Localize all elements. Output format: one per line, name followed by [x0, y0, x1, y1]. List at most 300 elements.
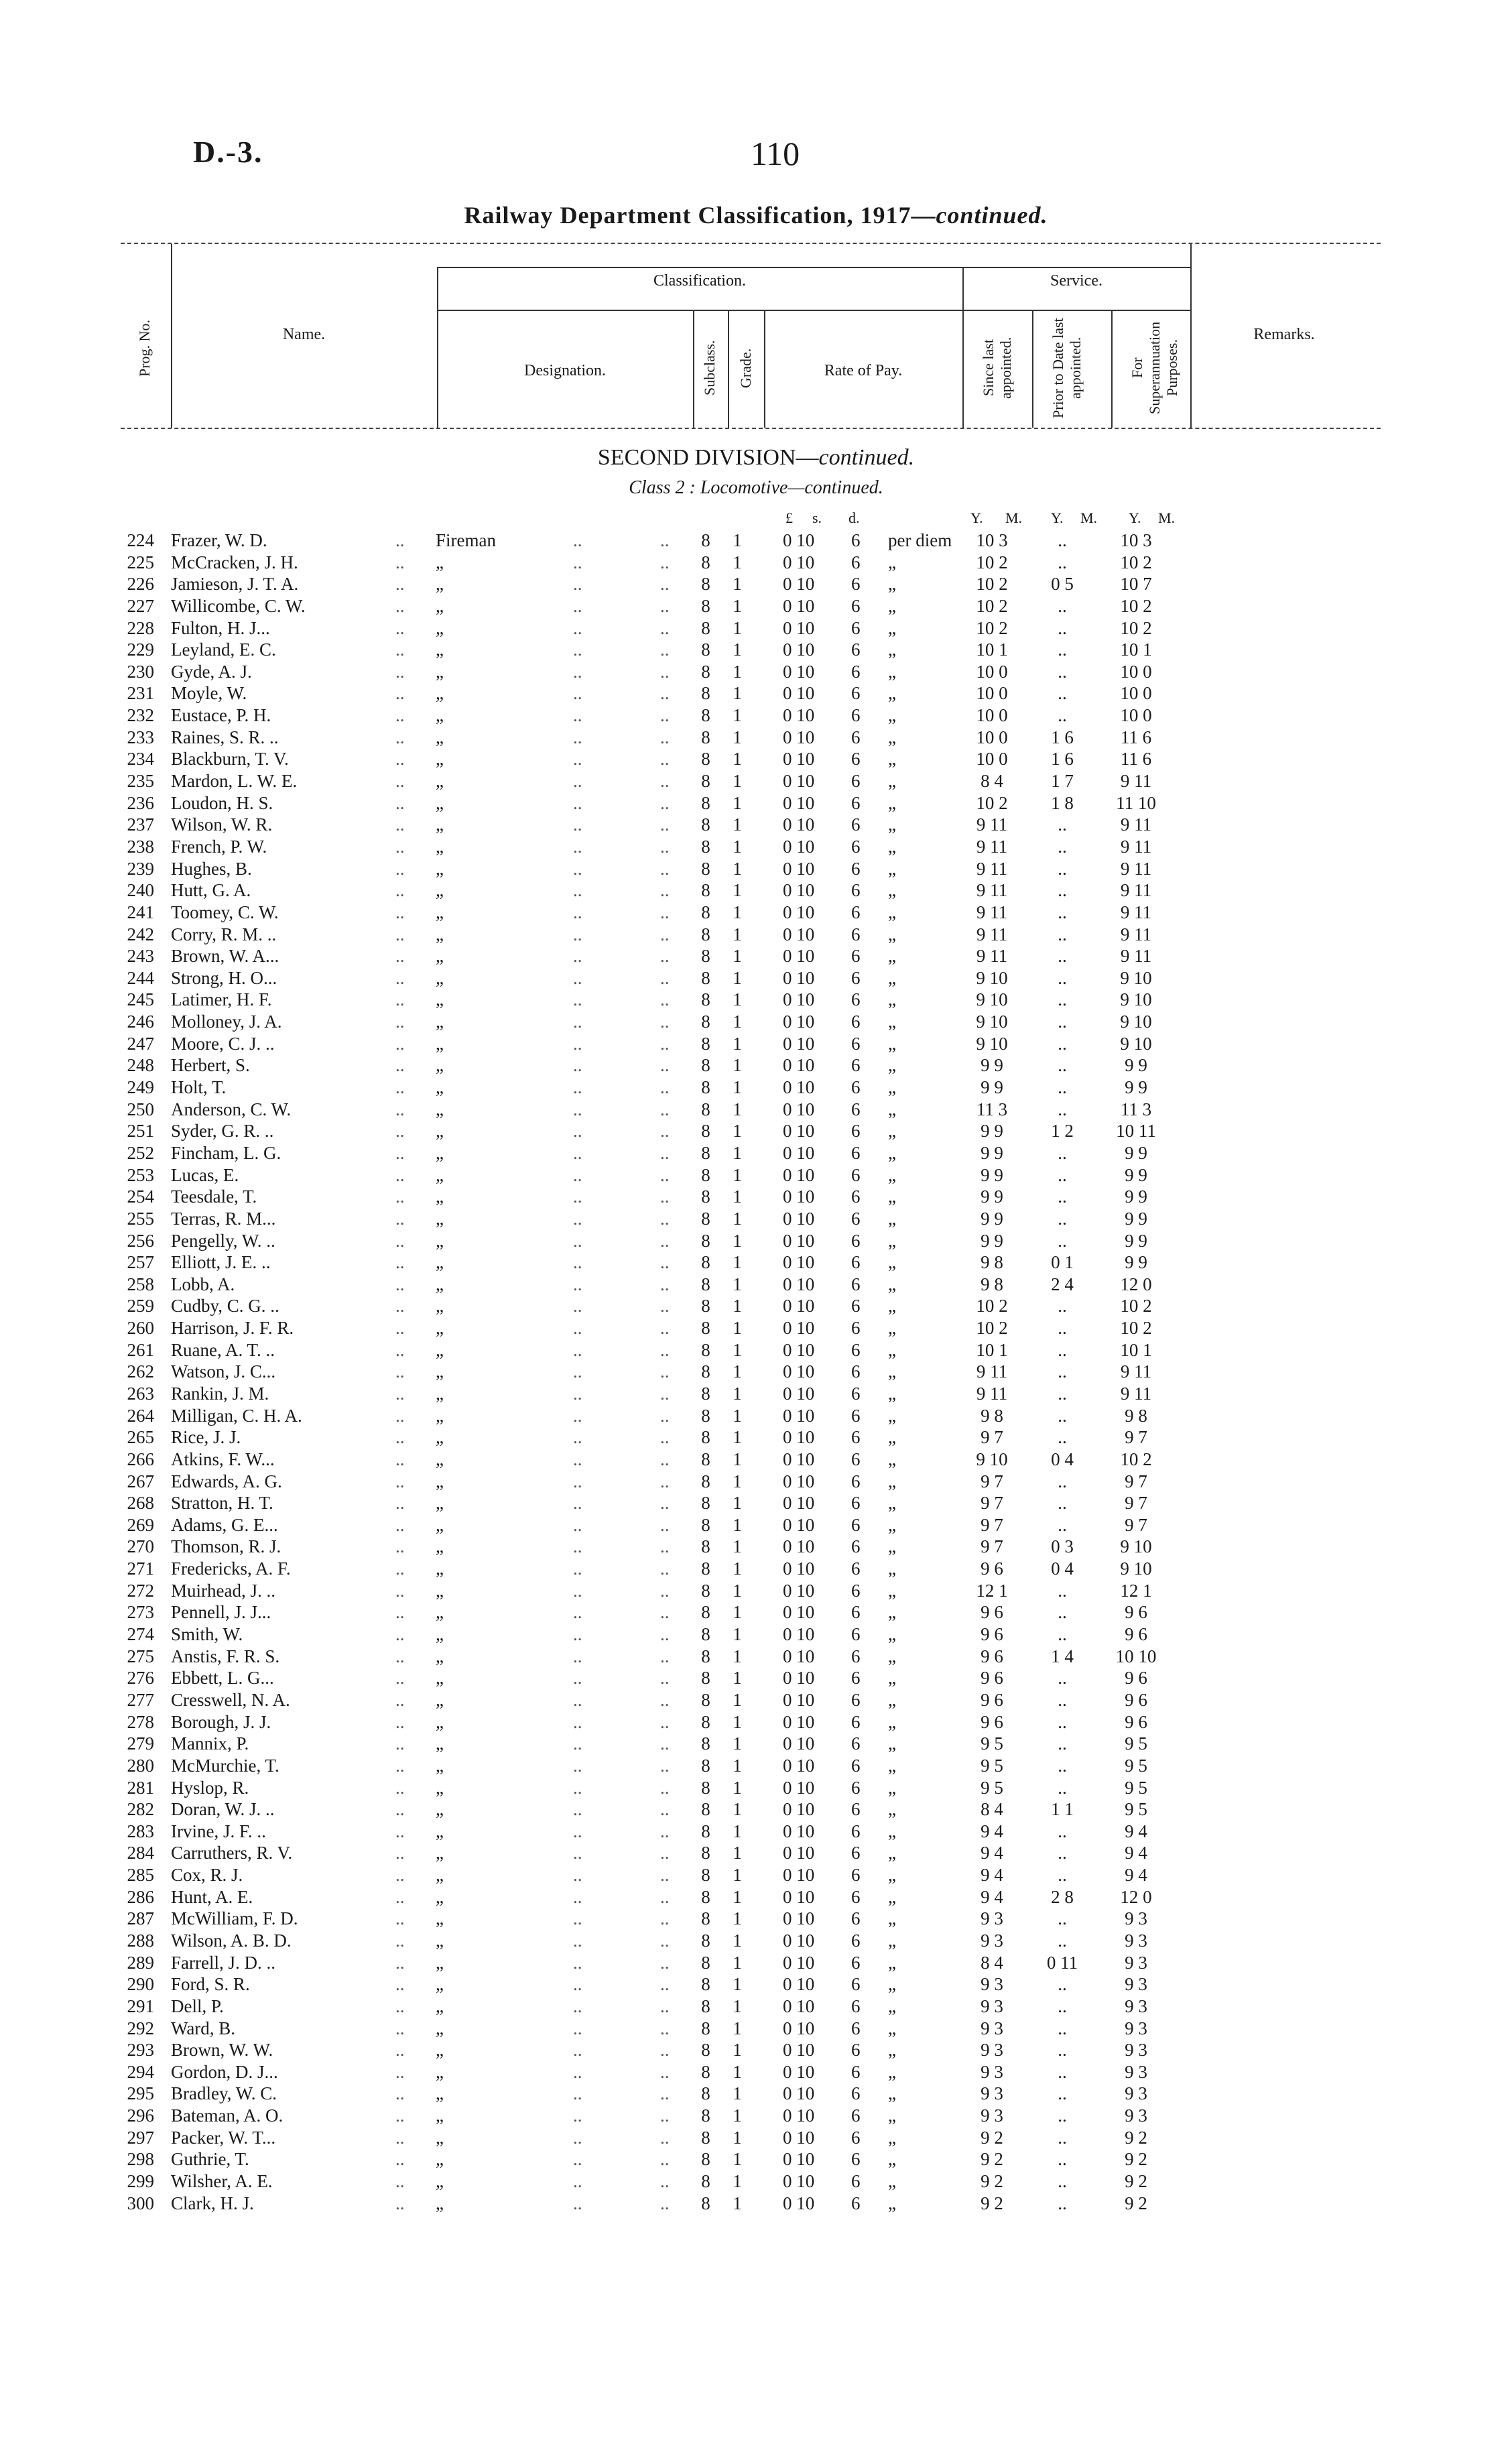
class-label: Class 2 : Locomotive—continued. [629, 477, 883, 498]
cell-subclass: 8 [701, 1777, 710, 1798]
cell-pence: 6 [851, 858, 861, 879]
cell-name: Frazer, W. D. [171, 530, 267, 550]
cell-name: French, P. W. [171, 836, 267, 857]
cell-prior-to-date: .. [1058, 1843, 1067, 1863]
cell-name: Smith, W. [171, 1624, 243, 1645]
cell-name: Carruthers, R. V. [171, 1843, 293, 1863]
cell-grade: 1 [733, 705, 742, 726]
cell-since-last: 9 3 [981, 2040, 1003, 2061]
cell-prior-to-date: .. [1058, 989, 1067, 1010]
cell-prog-no: 292 [127, 2018, 154, 2038]
cell-prog-no: 296 [127, 2105, 154, 2126]
cell-grade: 1 [733, 1755, 742, 1776]
leader-dots: .. [573, 1339, 582, 1360]
leader-dots: .. [395, 1405, 405, 1426]
cell-since-last: 9 9 [981, 1121, 1003, 1142]
cell-name: Leyland, E. C. [171, 639, 276, 660]
cell-subclass: 8 [701, 1799, 710, 1820]
cell-prior-to-date: .. [1058, 552, 1067, 572]
cell-pence: 6 [851, 814, 861, 835]
cell-designation: „ [436, 1886, 444, 1907]
cell-rate-unit: „ [888, 2149, 896, 2170]
cell-subclass: 8 [701, 1646, 710, 1666]
cell-designation: „ [436, 814, 444, 835]
table-row [0, 1973, 1512, 1996]
cell-prior-to-date: .. [1058, 1668, 1067, 1689]
leader-dots: .. [573, 946, 582, 967]
document-reference: D.-3. [193, 135, 263, 169]
cell-since-last: 9 7 [981, 1427, 1003, 1448]
cell-name: Syder, G. R. .. [171, 1121, 274, 1142]
cell-since-last: 9 11 [976, 836, 1008, 857]
cell-prog-no: 231 [127, 683, 154, 704]
cell-prog-no: 224 [127, 530, 154, 550]
cell-rate-unit: „ [888, 1733, 896, 1754]
leader-dots: .. [660, 530, 670, 550]
cell-prog-no: 275 [127, 1646, 154, 1666]
cell-prog-no: 253 [127, 1164, 154, 1185]
cell-subclass: 8 [701, 2061, 710, 2082]
cell-grade: 1 [733, 552, 742, 572]
cell-prog-no: 280 [127, 1755, 154, 1776]
cell-pence: 6 [851, 1668, 861, 1689]
cell-rate-unit: „ [888, 1865, 896, 1886]
cell-pence: 6 [851, 836, 861, 857]
cell-prior-to-date: .. [1058, 1230, 1067, 1251]
cell-rate-unit: „ [888, 1689, 896, 1710]
cell-prior-to-date: .. [1058, 1908, 1067, 1929]
cell-rate-unit: „ [888, 1668, 896, 1689]
leader-dots: .. [573, 902, 582, 922]
cell-rate: 0 10 [783, 2061, 815, 2082]
cell-since-last: 9 2 [981, 2149, 1003, 2170]
cell-rate-unit: „ [888, 967, 896, 988]
cell-rate-unit: „ [888, 727, 896, 747]
cell-grade: 1 [733, 1493, 742, 1514]
leader-dots: .. [573, 1296, 582, 1316]
cell-subclass: 8 [701, 1514, 710, 1535]
page-number: 110 [751, 135, 800, 172]
leader-dots: .. [395, 2171, 405, 2192]
cell-superannuation: 10 0 [1120, 683, 1152, 704]
cell-rate: 0 10 [783, 1383, 815, 1404]
cell-prog-no: 295 [127, 2083, 154, 2104]
cell-grade: 1 [733, 1471, 742, 1491]
cell-pence: 6 [851, 705, 861, 726]
unit-months: M. [1158, 509, 1176, 526]
cell-rate: 0 10 [783, 858, 815, 879]
leader-dots: .. [573, 1383, 582, 1404]
leader-dots: .. [395, 1733, 405, 1754]
cell-rate: 0 10 [783, 1974, 815, 1995]
cell-prog-no: 288 [127, 1930, 154, 1951]
cell-subclass: 8 [701, 1821, 710, 1841]
header-grade: Grade. [737, 348, 754, 388]
cell-prior-to-date: .. [1058, 2171, 1067, 2192]
cell-rate-unit: „ [888, 1952, 896, 1973]
cell-rate-unit: „ [888, 946, 896, 967]
cell-designation: „ [436, 595, 444, 616]
cell-pence: 6 [851, 552, 861, 572]
cell-rate-unit: „ [888, 2193, 896, 2213]
cell-rate-unit: „ [888, 836, 896, 857]
cell-superannuation: 9 10 [1120, 1558, 1152, 1579]
table-row [0, 902, 1512, 924]
table-row [0, 1667, 1512, 1689]
cell-grade: 1 [733, 2193, 742, 2213]
cell-superannuation: 9 8 [1125, 1405, 1147, 1426]
leader-dots: .. [395, 1449, 405, 1469]
cell-rate: 0 10 [783, 1777, 815, 1798]
leader-dots: .. [395, 1558, 405, 1579]
leader-dots: .. [660, 1142, 670, 1163]
cell-designation: „ [436, 1580, 444, 1601]
cell-superannuation: 10 1 [1120, 1339, 1152, 1360]
cell-prior-to-date: .. [1058, 2061, 1067, 2082]
cell-pence: 6 [851, 1405, 861, 1426]
cell-pence: 6 [851, 1602, 861, 1623]
leader-dots: .. [395, 1383, 405, 1404]
cell-since-last: 9 11 [976, 814, 1008, 835]
cell-rate: 0 10 [783, 1033, 815, 1054]
leader-dots: .. [660, 639, 670, 660]
cell-name: Cox, R. J. [171, 1865, 243, 1886]
cell-rate-unit: „ [888, 1383, 896, 1404]
table-row [0, 2083, 1512, 2105]
leader-dots: .. [660, 946, 670, 967]
cell-rate-unit: „ [888, 924, 896, 944]
table-row [0, 1274, 1512, 1296]
cell-since-last: 10 2 [976, 552, 1008, 572]
cell-prog-no: 263 [127, 1383, 154, 1404]
cell-pence: 6 [851, 749, 861, 770]
cell-prog-no: 279 [127, 1733, 154, 1754]
cell-grade: 1 [733, 1865, 742, 1886]
cell-superannuation: 9 11 [1120, 836, 1152, 857]
cell-rate: 0 10 [783, 967, 815, 988]
cell-prog-no: 272 [127, 1580, 154, 1601]
cell-rate: 0 10 [783, 2127, 815, 2148]
leader-dots: .. [395, 1843, 405, 1863]
cell-rate-unit: „ [888, 2040, 896, 2061]
cell-rate: 0 10 [783, 1186, 815, 1207]
cell-rate: 0 10 [783, 1077, 815, 1098]
cell-rate: 0 10 [783, 1208, 815, 1229]
cell-pence: 6 [851, 1208, 861, 1229]
leader-dots: .. [660, 617, 670, 638]
cell-subclass: 8 [701, 814, 710, 835]
unit-years: Y. [1129, 509, 1141, 526]
cell-designation: „ [436, 1952, 444, 1973]
cell-subclass: 8 [701, 617, 710, 638]
cell-superannuation: 9 3 [1125, 2040, 1147, 2061]
cell-prior-to-date: 0 4 [1051, 1449, 1074, 1469]
cell-pence: 6 [851, 1055, 861, 1076]
leader-dots: .. [395, 1711, 405, 1732]
leader-dots: .. [573, 1493, 582, 1514]
cell-pence: 6 [851, 2040, 861, 2061]
cell-rate: 0 10 [783, 2105, 815, 2126]
cell-prog-no: 226 [127, 574, 154, 595]
cell-pence: 6 [851, 661, 861, 682]
cell-rate: 0 10 [783, 639, 815, 660]
header-rate-of-pay: Rate of Pay. [824, 362, 903, 379]
cell-subclass: 8 [701, 552, 710, 572]
cell-grade: 1 [733, 749, 742, 770]
cell-subclass: 8 [701, 1383, 710, 1404]
cell-designation: „ [436, 727, 444, 747]
cell-prog-no: 276 [127, 1668, 154, 1689]
cell-subclass: 8 [701, 2149, 710, 2170]
cell-prog-no: 227 [127, 595, 154, 616]
cell-rate: 0 10 [783, 836, 815, 857]
table-row [0, 1251, 1512, 1274]
leader-dots: .. [395, 1471, 405, 1491]
cell-pence: 6 [851, 1558, 861, 1579]
cell-superannuation: 9 6 [1125, 1624, 1147, 1645]
cell-grade: 1 [733, 1908, 742, 1929]
cell-rate: 0 10 [783, 1055, 815, 1076]
leader-dots: .. [573, 1208, 582, 1229]
leader-dots: .. [573, 1799, 582, 1820]
cell-rate-unit: „ [888, 771, 896, 792]
cell-designation: „ [436, 1033, 444, 1054]
cell-name: Cresswell, N. A. [171, 1689, 290, 1710]
cell-rate-unit: „ [888, 552, 896, 572]
cell-superannuation: 9 3 [1125, 2105, 1147, 2126]
cell-superannuation: 9 10 [1120, 967, 1152, 988]
leader-dots: .. [660, 1405, 670, 1426]
leader-dots: .. [395, 1121, 405, 1142]
cell-prog-no: 289 [127, 1952, 154, 1973]
leader-dots: .. [573, 814, 582, 835]
cell-grade: 1 [733, 1186, 742, 1207]
cell-since-last: 9 2 [981, 2193, 1003, 2213]
cell-grade: 1 [733, 1886, 742, 1907]
leader-dots: .. [573, 1974, 582, 1995]
cell-superannuation: 10 2 [1120, 1296, 1152, 1316]
cell-grade: 1 [733, 1033, 742, 1054]
table-row [0, 1383, 1512, 1405]
cell-superannuation: 9 11 [1120, 1383, 1152, 1404]
cell-superannuation: 11 3 [1120, 1099, 1152, 1119]
cell-prog-no: 252 [127, 1142, 154, 1163]
cell-superannuation: 9 9 [1125, 1230, 1147, 1251]
leader-dots: .. [573, 639, 582, 660]
cell-since-last: 9 9 [981, 1186, 1003, 1207]
cell-rate-unit: „ [888, 1624, 896, 1645]
cell-name: Ford, S. R. [171, 1974, 250, 1995]
leader-dots: .. [660, 771, 670, 792]
cell-name: Toomey, C. W. [171, 902, 279, 922]
table-row [0, 1821, 1512, 1843]
cell-rate: 0 10 [783, 2149, 815, 2170]
cell-designation: „ [436, 2018, 444, 2038]
cell-since-last: 10 0 [976, 727, 1008, 747]
leader-dots: .. [573, 1821, 582, 1841]
cell-designation: „ [436, 1493, 444, 1514]
cell-superannuation: 9 4 [1125, 1821, 1147, 1841]
table-row [0, 1996, 1512, 2018]
cell-since-last: 9 9 [981, 1208, 1003, 1229]
cell-prior-to-date: .. [1058, 1164, 1067, 1185]
cell-pence: 6 [851, 771, 861, 792]
leader-dots: .. [660, 1799, 670, 1820]
class-subtitle [0, 477, 1512, 499]
header-for-superannuation: For Superannuation Purposes. [1129, 321, 1180, 415]
cell-rate-unit: „ [888, 2083, 896, 2104]
cell-subclass: 8 [701, 1230, 710, 1251]
cell-name: Hunt, A. E. [171, 1886, 253, 1907]
cell-grade: 1 [733, 574, 742, 595]
cell-pence: 6 [851, 902, 861, 922]
table-row [0, 989, 1512, 1011]
cell-superannuation: 10 11 [1116, 1121, 1156, 1142]
unit-years: Y. [1051, 509, 1064, 526]
cell-name: Bateman, A. O. [171, 2105, 284, 2126]
cell-rate: 0 10 [783, 1624, 815, 1645]
leader-dots: .. [660, 683, 670, 704]
cell-since-last: 10 2 [976, 574, 1008, 595]
cell-designation: „ [436, 1142, 444, 1163]
leader-dots: .. [395, 1514, 405, 1535]
cell-name: Packer, W. T... [171, 2127, 276, 2148]
cell-since-last: 9 3 [981, 2061, 1003, 2082]
cell-designation: „ [436, 1427, 444, 1448]
leader-dots: .. [395, 880, 405, 901]
cell-rate: 0 10 [783, 2171, 815, 2192]
cell-subclass: 8 [701, 1843, 710, 1863]
table-row [0, 1492, 1512, 1514]
cell-grade: 1 [733, 2105, 742, 2126]
cell-designation: „ [436, 967, 444, 988]
cell-grade: 1 [733, 814, 742, 835]
cell-prior-to-date: .. [1058, 1011, 1067, 1032]
cell-designation: „ [436, 639, 444, 660]
cell-prior-to-date: 0 3 [1051, 1536, 1074, 1557]
leader-dots: .. [573, 1558, 582, 1579]
cell-since-last: 9 10 [976, 1033, 1008, 1054]
leader-dots: .. [660, 1580, 670, 1601]
cell-designation: „ [436, 1318, 444, 1339]
cell-rate: 0 10 [783, 661, 815, 682]
cell-rate-unit: „ [888, 1777, 896, 1798]
cell-grade: 1 [733, 1602, 742, 1623]
cell-prog-no: 230 [127, 661, 154, 682]
cell-pence: 6 [851, 1099, 861, 1119]
cell-name: Pengelly, W. .. [171, 1230, 275, 1251]
cell-subclass: 8 [701, 1274, 710, 1294]
cell-since-last: 9 8 [981, 1252, 1003, 1273]
table-row [0, 858, 1512, 880]
table-row [0, 1471, 1512, 1493]
cell-superannuation: 10 2 [1120, 595, 1152, 616]
cell-prog-no: 261 [127, 1339, 154, 1360]
leader-dots: .. [395, 1777, 405, 1798]
cell-subclass: 8 [701, 727, 710, 747]
cell-prior-to-date: .. [1058, 1821, 1067, 1841]
cell-rate-unit: „ [888, 2171, 896, 2192]
cell-since-last: 9 8 [981, 1274, 1003, 1294]
leader-dots: .. [395, 989, 405, 1010]
cell-superannuation: 12 1 [1120, 1580, 1152, 1601]
cell-subclass: 8 [701, 1930, 710, 1951]
cell-prior-to-date: 0 1 [1051, 1252, 1074, 1273]
leader-dots: .. [573, 1186, 582, 1207]
cell-grade: 1 [733, 1361, 742, 1382]
cell-name: Borough, J. J. [171, 1711, 271, 1732]
leader-dots: .. [573, 727, 582, 747]
cell-subclass: 8 [701, 1077, 710, 1098]
cell-grade: 1 [733, 1952, 742, 1973]
cell-prior-to-date: .. [1058, 2083, 1067, 2104]
cell-rate: 0 10 [783, 1274, 815, 1294]
leader-dots: .. [660, 858, 670, 879]
cell-grade: 1 [733, 683, 742, 704]
leader-dots: .. [660, 1230, 670, 1251]
cell-pence: 6 [851, 1033, 861, 1054]
leader-dots: .. [660, 1449, 670, 1469]
leader-dots: .. [660, 1274, 670, 1294]
cell-grade: 1 [733, 1799, 742, 1820]
cell-subclass: 8 [701, 2105, 710, 2126]
cell-rate-unit: „ [888, 1427, 896, 1448]
cell-pence: 6 [851, 1121, 861, 1142]
cell-designation: „ [436, 1296, 444, 1316]
leader-dots: .. [660, 1646, 670, 1666]
cell-rate-unit: „ [888, 1099, 896, 1119]
cell-designation: „ [436, 1449, 444, 1469]
cell-rate: 0 10 [783, 1252, 815, 1273]
unit-months: M. [1005, 509, 1023, 526]
cell-since-last: 11 3 [976, 1099, 1008, 1119]
cell-designation: „ [436, 1252, 444, 1273]
cell-designation: „ [436, 1208, 444, 1229]
leader-dots: .. [573, 1996, 582, 2016]
cell-rate: 0 10 [783, 1908, 815, 1929]
cell-prior-to-date: .. [1058, 639, 1067, 660]
cell-designation: Fireman [436, 530, 496, 550]
cell-grade: 1 [733, 1777, 742, 1798]
cell-prior-to-date: .. [1058, 967, 1067, 988]
cell-name: Ruane, A. T. .. [171, 1339, 275, 1360]
cell-name: Brown, W. W. [171, 2040, 273, 2061]
leader-dots: .. [660, 2018, 670, 2038]
cell-grade: 1 [733, 1514, 742, 1535]
cell-subclass: 8 [701, 2127, 710, 2148]
leader-dots: .. [660, 1296, 670, 1316]
cell-rate: 0 10 [783, 617, 815, 638]
leader-dots: .. [573, 2105, 582, 2126]
cell-prog-no: 258 [127, 1274, 154, 1294]
cell-prior-to-date: .. [1058, 661, 1067, 682]
cell-rate: 0 10 [783, 705, 815, 726]
cell-prog-no: 278 [127, 1711, 154, 1732]
cell-grade: 1 [733, 1821, 742, 1841]
cell-subclass: 8 [701, 1602, 710, 1623]
leader-dots: .. [573, 1536, 582, 1557]
leader-dots: .. [395, 1186, 405, 1207]
cell-since-last: 9 3 [981, 1908, 1003, 1929]
cell-pence: 6 [851, 1011, 861, 1032]
header-bottom-rule [121, 428, 1381, 429]
leader-dots: .. [573, 989, 582, 1010]
cell-subclass: 8 [701, 1142, 710, 1163]
cell-grade: 1 [733, 792, 742, 813]
cell-rate-unit: „ [888, 595, 896, 616]
leader-dots: .. [395, 661, 405, 682]
cell-superannuation: 10 1 [1120, 639, 1152, 660]
